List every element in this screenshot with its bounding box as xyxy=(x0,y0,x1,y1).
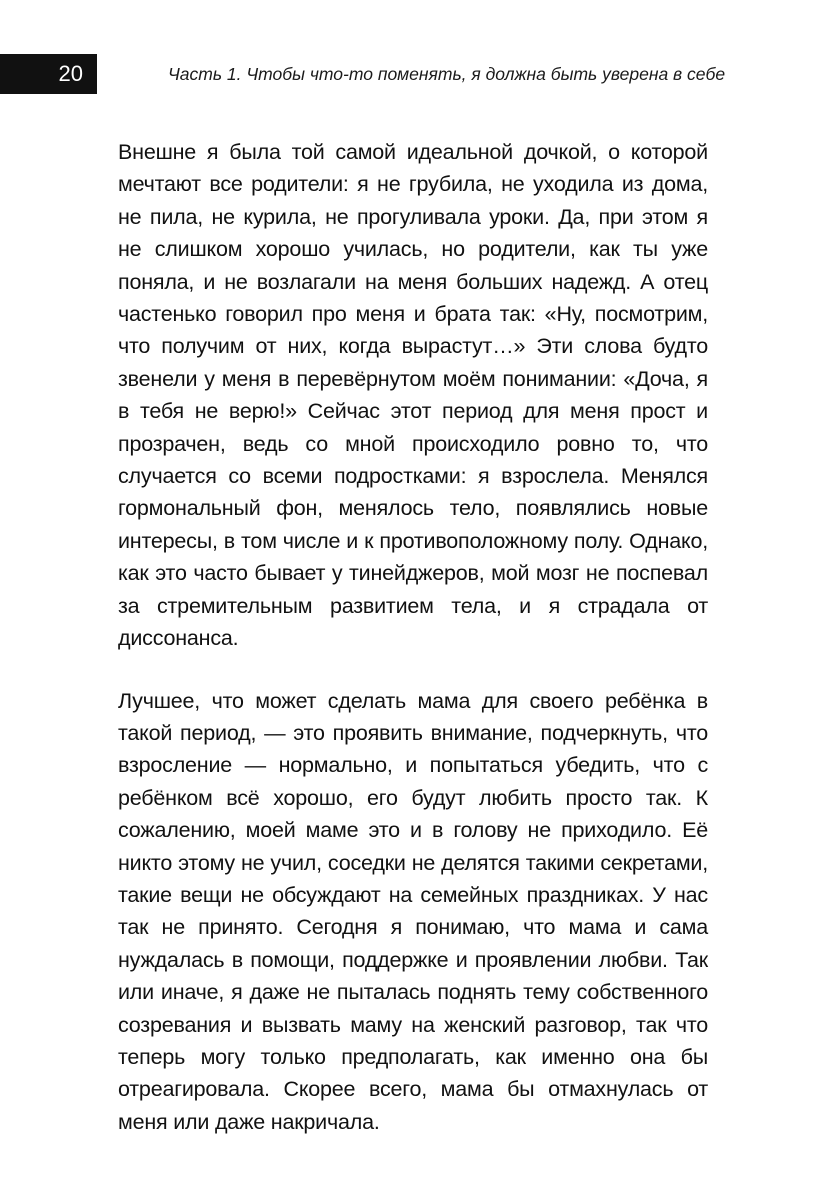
body-text xyxy=(118,136,708,1138)
paragraph-1: Внешне я была той самой идеальной дочкой, о которой мечтают все родители: я не грубила, не уходила из дома, не пила, не курила, не прогуливала уроки. Да, при этом я не слишком хорошо училась, но родители, как ты уже поняла, и не возлагали на меня больших надежд. А отец частенько говорил про меня и брата так: «Ну, посмотрим, что получим от них, когда вырастут…» Эти слова будто звенели у меня в перевёрнутом моём понимании: «Доча, я в тебя не верю!» Сейчас этот период для меня прост и прозрачен, ведь со мной происходило ровно то, что случается со всеми подростками: я взрослела. Менялся гормональный фон, менялось тело, появлялись новые интересы, в том числе и к противоположному полу. Однако, как это часто бывает у тинейджеров, мой мозг не поспевал за стремительным развитием тела, и я страдала от диссонанса. xyxy=(118,140,708,651)
running-header: Часть 1. Чтобы что-то поменять, я должна быть уверена в себе xyxy=(168,64,726,84)
paragraph-2: Лучшее, что может сделать мама для своего ребёнка в такой период, — это проявить внимание, подчеркнуть, что взросление — нормально, и попытаться убедить, что с ребёнком всё хорошо, его будут любить просто так. К сожалению, моей маме это и в голову не приходило. Её никто этому не учил, соседки не делятся такими секретами, такие вещи не обсуждают на семейных праздниках. У нас так не принято. Сегодня я понимаю, что мама и сама нуждалась в помощи, поддержке и проявлении любви. Так или иначе, я даже не пыталась поднять тему собственного созревания и вызвать маму на женский разговор, так что теперь могу только предполагать, как именно она бы отреагировала. Скорее всего, мама бы отмахнулась от меня или даже накричала. xyxy=(118,688,708,1134)
page-number: 20 xyxy=(0,54,97,94)
